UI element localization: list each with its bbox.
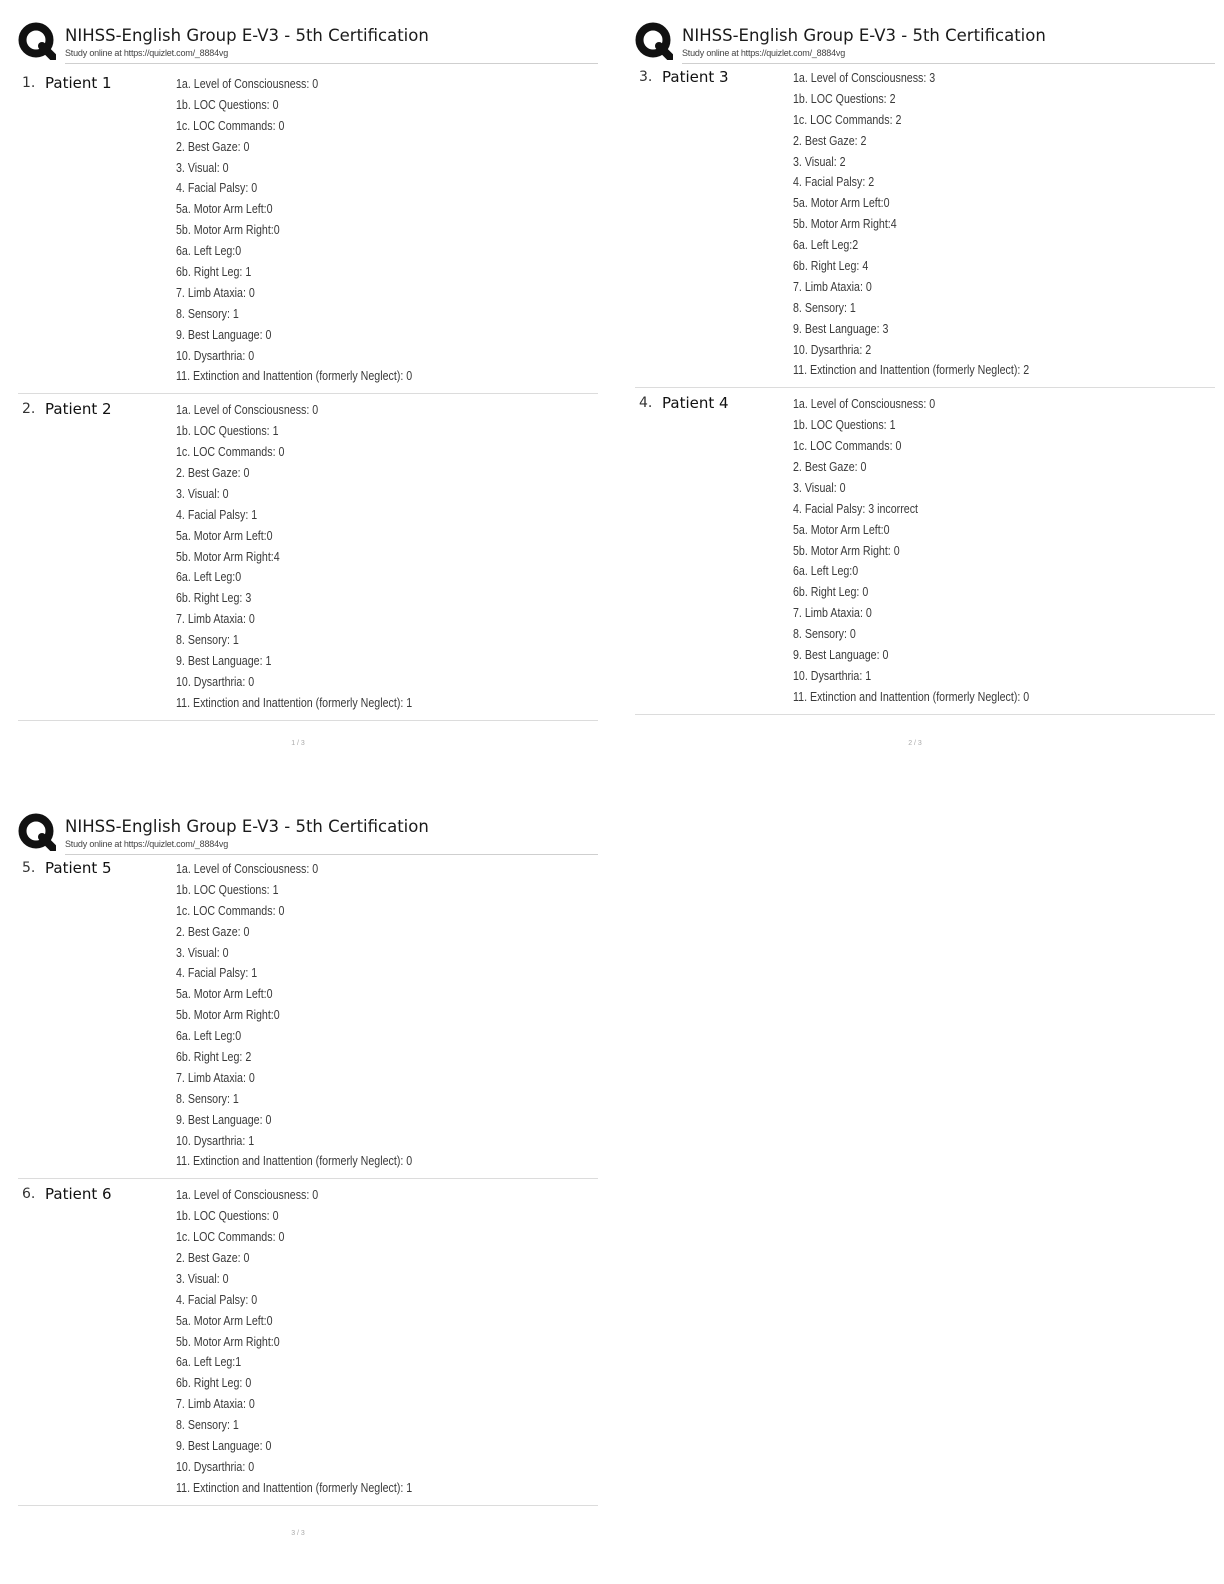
page-number: 3 / 3 [291,1530,305,1537]
study-online-link[interactable]: Study online at https://quizlet.com/_8884vg [682,48,846,58]
definition-line: 7. Limb Ataxia: 0 [176,1069,255,1085]
definition-line: 4. Facial Palsy: 1 [176,506,258,522]
study-online-link[interactable]: Study online at https://quizlet.com/_8884vg [65,48,229,58]
definition-line: 6b. Right Leg: 2 [176,1049,252,1065]
definition-line: 1b. LOC Questions: 0 [176,96,279,112]
definition-line: 1a. Level of Consciousness: 0 [176,76,319,91]
definition-line: 1c. LOC Commands: 0 [176,444,285,460]
flashcard-row [18,1179,598,1505]
quizlet-logo-icon [635,22,673,60]
definition-line: 5a. Motor Arm Left:0 [176,1312,273,1328]
definition-line: 3. Visual: 0 [793,479,846,495]
card-number: 3. [639,69,653,85]
definition-line: 5b. Motor Arm Right:4 [176,548,280,564]
page-title: NIHSS-English Group E-V3 - 5th Certification [682,26,1046,45]
definition-line: 6a. Left Leg:2 [793,237,859,253]
definition-line: 7. Limb Ataxia: 0 [176,611,255,627]
definition-line: 5b. Motor Arm Right:0 [176,222,280,238]
definition-line: 9. Best Language: 3 [793,320,889,336]
card-number: 6. [22,1186,36,1203]
definition-line: 8. Sensory: 1 [176,305,239,321]
quizlet-logo-icon [18,813,56,851]
definition-line: 1a. Level of Consciousness: 0 [176,861,319,876]
definition-line: 1b. LOC Questions: 1 [176,423,279,439]
page-number: 1 / 3 [291,740,305,747]
card-term: Patient 3 [662,68,729,86]
definition-line: 3. Visual: 0 [176,944,229,960]
card-term: Patient 6 [45,1185,112,1204]
definition-line: 10. Dysarthria: 2 [793,341,872,357]
definition-line: 1a. Level of Consciousness: 0 [176,402,319,418]
definition-line: 1c. LOC Commands: 0 [176,117,285,133]
definition-line: 5a. Motor Arm Left:0 [793,195,890,211]
definition-line: 5b. Motor Arm Right:0 [176,1007,280,1023]
definition-line: 8. Sensory: 1 [176,632,239,648]
definition-line: 1c. LOC Commands: 0 [176,902,285,918]
definition-line: 2. Best Gaze: 0 [176,465,250,481]
card-number: 1. [22,75,36,91]
definition-line: 6a. Left Leg:0 [176,1028,242,1044]
definition-line: 7. Limb Ataxia: 0 [176,1396,255,1412]
definition-line: 9. Best Language: 0 [176,326,272,342]
card-term: Patient 2 [45,400,112,419]
definition-line: 6b. Right Leg: 3 [176,590,252,606]
card-definition [793,394,1215,707]
definition-line: 6a. Left Leg:1 [176,1354,242,1370]
definition-line: 1c. LOC Commands: 2 [793,111,902,127]
definition-line: 6a. Left Leg:0 [176,243,242,259]
flashcard-row [635,388,1215,714]
page-number: 2 / 3 [908,740,922,747]
definition-line: 6a. Left Leg:0 [176,569,242,585]
definition-line: 3. Visual: 2 [793,153,846,169]
card-number: 4. [639,395,653,412]
definition-line: 1a. Level of Consciousness: 3 [793,70,936,85]
flashcard-row [18,394,598,720]
page-3 [18,813,598,1506]
definition-line: 11. Extinction and Inattention (formerly Neglect): 0 [176,1153,413,1169]
header-divider [65,63,598,64]
definition-line: 5b. Motor Arm Right:0 [176,1333,280,1349]
definition-line: 5a. Motor Arm Left:0 [176,527,273,543]
definition-line: 1c. LOC Commands: 0 [793,438,902,454]
definition-line: 11. Extinction and Inattention (formerly Neglect): 1 [176,694,413,710]
definition-line: 11. Extinction and Inattention (formerly Neglect): 0 [793,688,1030,704]
definition-line: 2. Best Gaze: 0 [176,1250,250,1266]
page-title: NIHSS-English Group E-V3 - 5th Certification [65,26,429,45]
definition-line: 4. Facial Palsy: 0 [176,1291,258,1307]
card-number: 2. [22,401,36,418]
flashcard-row [18,68,598,394]
flashcard-row [635,62,1215,388]
definition-line: 8. Sensory: 1 [793,299,856,315]
definition-line: 10. Dysarthria: 0 [176,1458,255,1474]
definition-line: 6b. Right Leg: 1 [176,264,252,280]
definition-line: 11. Extinction and Inattention (formerly Neglect): 2 [793,362,1030,378]
card-definition [176,859,598,1172]
card-term: Patient 5 [45,859,112,877]
card-definition [176,1185,598,1498]
definition-line: 10. Dysarthria: 0 [176,347,255,363]
page-1 [18,22,598,721]
quizlet-logo-icon [18,22,56,60]
definition-line: 1b. LOC Questions: 1 [176,881,279,897]
definition-line: 7. Limb Ataxia: 0 [793,278,872,294]
definition-line: 1a. Level of Consciousness: 0 [793,396,936,412]
definition-line: 2. Best Gaze: 0 [176,923,250,939]
page-title: NIHSS-English Group E-V3 - 5th Certification [65,817,429,836]
definition-line: 10. Dysarthria: 1 [793,667,872,683]
definition-line: 6a. Left Leg:0 [793,563,859,579]
card-definition [176,74,598,387]
definition-line: 8. Sensory: 1 [176,1090,239,1106]
definition-line: 4. Facial Palsy: 0 [176,180,258,196]
definition-line: 7. Limb Ataxia: 0 [793,605,872,621]
definition-line: 9. Best Language: 0 [793,647,889,663]
card-definition [793,68,1215,381]
flashcard-row [18,853,598,1179]
definition-line: 8. Sensory: 0 [793,626,856,642]
page-2 [635,22,1215,715]
definition-line: 3. Visual: 0 [176,159,229,175]
definition-line: 9. Best Language: 1 [176,653,272,669]
definition-line: 9. Best Language: 0 [176,1438,272,1454]
card-number: 5. [22,860,36,876]
definition-line: 2. Best Gaze: 2 [793,132,867,148]
definition-line: 5b. Motor Arm Right:4 [793,216,897,232]
definition-line: 4. Facial Palsy: 2 [793,174,875,190]
definition-line: 3. Visual: 0 [176,485,229,501]
definition-line: 10. Dysarthria: 1 [176,1132,255,1148]
definition-line: 1a. Level of Consciousness: 0 [176,1187,319,1203]
definition-line: 6b. Right Leg: 4 [793,258,869,274]
definition-line: 5a. Motor Arm Left:0 [176,986,273,1002]
definition-line: 5a. Motor Arm Left:0 [176,201,273,217]
definition-line: 4. Facial Palsy: 3 incorrect [793,500,919,516]
card-term: Patient 4 [662,394,729,413]
study-online-link[interactable]: Study online at https://quizlet.com/_8884vg [65,839,229,849]
definition-line: 2. Best Gaze: 0 [176,138,250,154]
definition-line: 1b. LOC Questions: 0 [176,1208,279,1224]
definition-line: 5a. Motor Arm Left:0 [793,521,890,537]
definition-line: 8. Sensory: 1 [176,1417,239,1433]
definition-line: 3. Visual: 0 [176,1270,229,1286]
definition-line: 9. Best Language: 0 [176,1111,272,1127]
definition-line: 7. Limb Ataxia: 0 [176,284,255,300]
definition-line: 6b. Right Leg: 0 [176,1375,252,1391]
definition-line: 10. Dysarthria: 0 [176,673,255,689]
definition-line: 1b. LOC Questions: 2 [793,90,896,106]
definition-line: 4. Facial Palsy: 1 [176,965,258,981]
definition-line: 11. Extinction and Inattention (formerly Neglect): 1 [176,1479,413,1495]
card-definition [176,400,598,713]
definition-line: 6b. Right Leg: 0 [793,584,869,600]
definition-line: 1c. LOC Commands: 0 [176,1229,285,1245]
definition-line: 5b. Motor Arm Right: 0 [793,542,900,558]
definition-line: 1b. LOC Questions: 1 [793,417,896,433]
page-header [18,22,598,68]
definition-line: 2. Best Gaze: 0 [793,459,867,475]
definition-line: 11. Extinction and Inattention (formerly Neglect): 0 [176,368,413,384]
card-term: Patient 1 [45,74,112,92]
